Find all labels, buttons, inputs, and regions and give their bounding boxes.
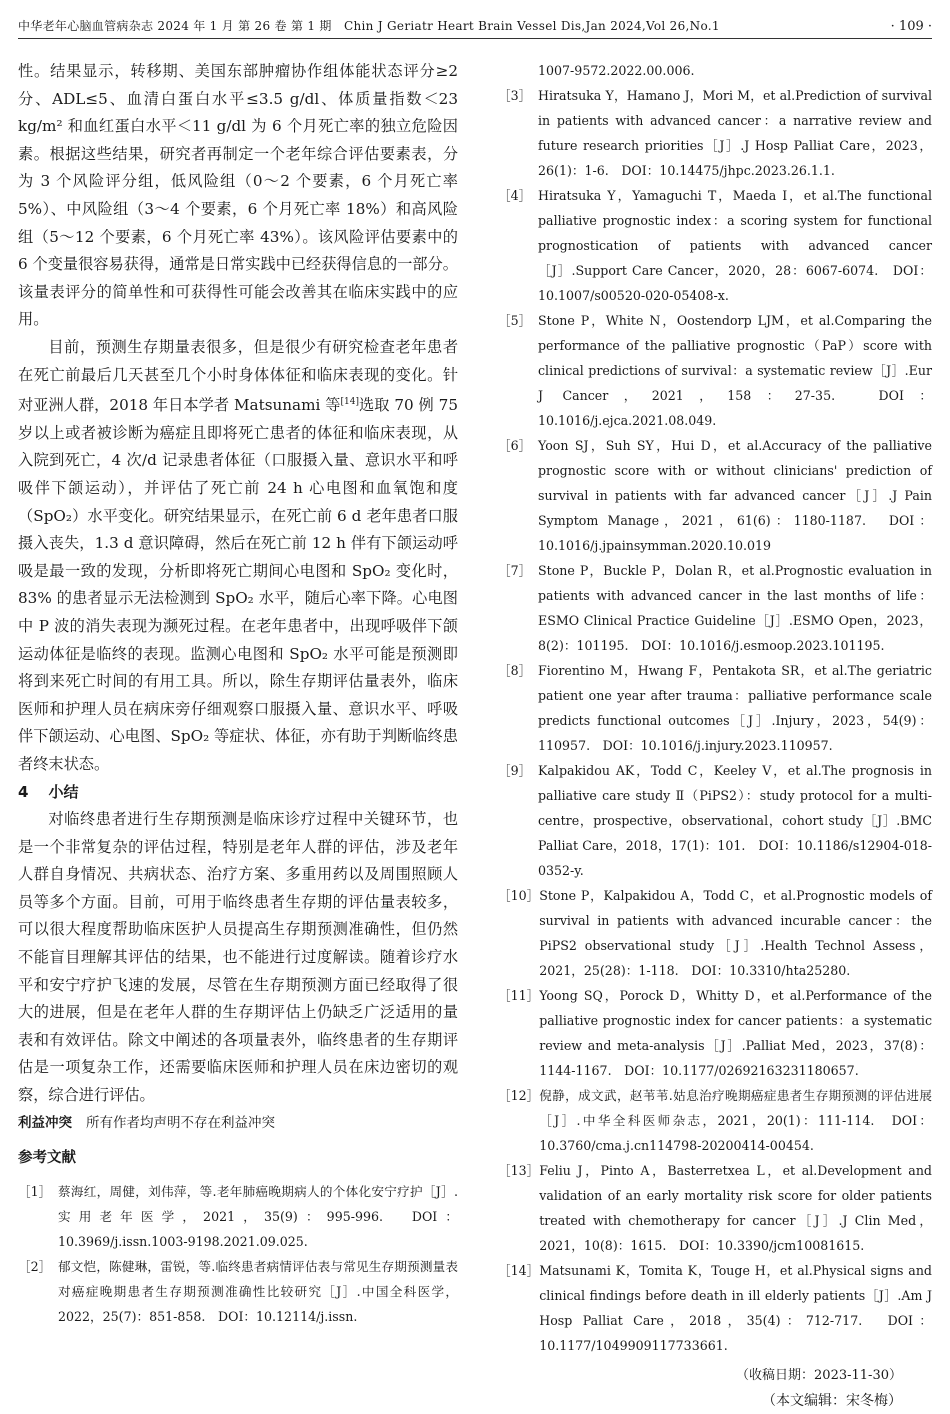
- reference-item: [498, 433, 932, 558]
- reference-item: [498, 1258, 932, 1358]
- citation-14[interactable]: [14]: [340, 397, 359, 408]
- section-4-heading: [18, 779, 458, 807]
- reference-text: Kalpakidou AK，Todd C，Keeley V，et al.The prognosis in palliative care study Ⅱ（PiPS2）：study protocol for a multi-centre，prospective，observational，cohort study［J］.BMC Palliat Care，2018，17(1)：101. DOI：10.1186/s12904-018-0352-y.: [538, 763, 932, 878]
- reference-number: ［13］: [498, 1163, 540, 1178]
- right-column: [498, 58, 932, 1414]
- reference-continuation: 1007-9572.2022.00.006.: [538, 63, 695, 78]
- reference-item: [498, 983, 932, 1083]
- reference-text: Matsunami K，Tomita K，Touge H，et al.Physical signs and clinical findings before death in ill elderly patients［J］.Am J Hosp Palliat Care，2018，35(4)：712-717. DOI：10.1177/1049909117733661.: [539, 1263, 932, 1353]
- reference-item: [498, 183, 932, 308]
- body-paragraph-1: 性。结果显示，转移期、美国东部肿瘤协作组体能状态评分≥2 分、ADL≤5、血清白蛋白水平≤3.5 g/dl、体质量指数＜23 kg/m² 和血红蛋白水平＜11 g/dl 为 6 个月死亡率的独立危险因素。根据这些结果，研究者再制定一个老年综合评估要素表，分为 3 个风险评分组，低风险组（0～2 个要素，6 个月死亡率 5%）、中风险组（3～4 个要素，6 个月死亡率 18%）和高风险组（5～12 个要素，6 个月死亡率 43%）。该风险评估要素中的 6 个变量很容易获得，通常是日常实践中已经获得信息的一部分。该量表评分的简单性和可获得性可能会改善其在临床实践中的应用。: [18, 62, 458, 329]
- reference-item: [498, 883, 932, 983]
- reference-number: ［3］: [498, 88, 532, 103]
- reference-text: 郁文恺，陈健琳，雷锐，等.临终患者病情评估表与常见生存期预测量表对癌症晚期患者生存期预测准确性比较研究［J］.中国全科医学，2022，25(7)：851-858. DOI：10.12114/j.issn.: [58, 1258, 458, 1324]
- references-heading: 参考文献: [18, 1149, 76, 1166]
- paragraph-2-part-a: 目前，预测生存期量表很多，但是很少有研究检查老年患者在死亡前最后几天甚至几个小时身体体征和临床表现的变化。针对亚洲人群，2018 年日本学者 Matsunami 等: [18, 337, 458, 415]
- reference-text: 蔡海红，周健，刘伟萍，等.老年肺癌晚期病人的个体化安宁疗护［J］.实用老年医学，2021，35(9)：995-996. DOI：10.3969/j.issn.1003-9198.2021.09.025.: [58, 1183, 458, 1249]
- reference-number: ［14］: [498, 1263, 540, 1278]
- left-column: [18, 58, 458, 1329]
- reference-number: ［4］: [498, 188, 532, 203]
- reference-text: Hiratsuka Y，Hamano J，Mori M，et al.Prediction of survival in patients with advanced cancer：a narrative review and future research priorities［J］.J Hosp Palliat Care，2023，26(1)：1-6. DOI：10.14475/jhpc.2023.26.1.1.: [538, 88, 932, 178]
- body-paragraph-3: 对临终患者进行生存期预测是临床诊疗过程中关键环节，也是一个非常复杂的评估过程，特别是老年人群的评估，涉及老年人群自身情况、共病状态、治疗方案、多重用药以及周围照顾人员等多个方面。目前，可用于临终患者生存期的评估量表较多，可以很大程度帮助临床医护人员提高生存期预测准确性，但仍然不能盲目理解其评估的结果，也不能进行过度解读。随着诊疗水平和安宁疗护飞速的发展，尽管在生存期预测方面已经取得了很大的进展，但是在老年人群的生存期评估上仍缺乏广泛适用的量表和有效评估。除文中阐述的各项量表外，临终患者的生存期评估是一项复杂工作，还需要临床医师和护理人员在床边密切的观察，综合进行评估。: [18, 810, 458, 1105]
- reference-number: ［11］: [498, 988, 540, 1003]
- conflict-of-interest: [18, 1110, 458, 1136]
- reference-item: [498, 758, 932, 883]
- reference-item: [498, 83, 932, 183]
- reference-item: [498, 558, 932, 658]
- reference-text: Fiorentino M，Hwang F，Pentakota SR，et al.The geriatric patient one year after trauma：palliative performance scale predicts functional outcomes［J］.Injury，2023，54(9)：110957. DOI：10.1016/j.injury.2023.110957.: [538, 663, 932, 753]
- reference-number: ［5］: [498, 313, 532, 328]
- reference-text: Stone P，White N，Oostendorp LJM，et al.Comparing the performance of the palliative prognostic（PaP）score with clinical predictions of survival：a systematic review［J］.Eur J Cancer，2021，158：27-35. DOI：10.1016/j.ejca.2021.08.049.: [538, 313, 932, 428]
- reference-number: ［2］: [18, 1258, 52, 1274]
- conflict-label: 利益冲突: [18, 1114, 72, 1131]
- reference-number: ［7］: [498, 563, 532, 578]
- body-paragraph-2: [18, 334, 458, 779]
- reference-item: [18, 1254, 458, 1329]
- reference-number: ［8］: [498, 663, 532, 678]
- section-number: 4: [18, 782, 29, 801]
- journal-citation-line: 中华老年心脑血管病杂志 2024 年 1 月 第 26 卷 第 1 期 Chin J Geriatr Heart Brain Vessel Dis,Jan 2024,Vol 26,No.1: [18, 19, 720, 33]
- editor-note: （本文编辑：宋冬梅）: [762, 1393, 902, 1409]
- reference-text: Yoon SJ，Suh SY，Hui D，et al.Accuracy of the palliative prognostic score with or without clinicians' prediction of survival in patients with far advanced cancer［J］.J Pain Symptom Manage，2021，61(6)：1180-1187. DOI：10.1016/j.jpainsymman.2020.10.019: [538, 438, 932, 553]
- reference-text: Yoong SQ，Porock D，Whitty D，et al.Performance of the palliative prognostic index for cancer patients：a systematic review and meta-analysis［J］.Palliat Med，2023，37(8)：1144-1167. DOI：10.1177/02692163231180657.: [539, 988, 932, 1078]
- reference-text: Stone P，Buckle P，Dolan R，et al.Prognostic evaluation in patients with advanced cancer in the last months of life：ESMO Clinical Practice Guideline［J］.ESMO Open，2023，8(2)：101195. DOI：10.1016/j.esmoop.2023.101195.: [538, 563, 932, 653]
- page-number: · 109 ·: [890, 19, 932, 34]
- reference-number: ［1］: [18, 1183, 52, 1199]
- reference-number: ［9］: [498, 763, 532, 778]
- reference-item: [498, 658, 932, 758]
- section-title: 小结: [48, 782, 79, 801]
- reference-text: 倪静，成文武，赵苇苇.姑息治疗晚期癌症患者生存期预测的评估进展［J］.中华全科医师杂志，2021，20(1)：111-114. DOI：10.3760/cma.j.cn114798-20200414-00454.: [539, 1088, 932, 1153]
- reference-number: ［12］: [498, 1088, 540, 1103]
- running-header: [18, 12, 932, 39]
- reference-number: ［10］: [498, 888, 540, 903]
- reference-item: [498, 1083, 932, 1158]
- paragraph-2-part-b: 选取 70 例 75 岁以上或者被诊断为癌症且即将死亡患者的体征和临床表现，从入院到死亡，4 次/d 记录患者体征（口服摄入量、意识水平和呼吸伴下颌运动），并评估了死亡前 24 h 心电图和血氧饱和度（SpO₂）水平变化。研究结果显示，在死亡前 6 d 老年患者口服摄入丧失，1.3 d 意识障碍，然后在死亡前 12 h 伴有下颌运动呼吸是最一致的发现，分析即将死亡期间心电图和 SpO₂ 变化时，83% 的患者显示无法检测到 SpO₂ 水平，随后心率下降。心电图中 P 波的消失表现为濒死过程。在老年患者中，出现呼吸伴下颌运动体征是临终的表现。监测心电图和 SpO₂ 水平可能是预测即将到来死亡时间的有用工具。所以，除生存期评估量表外，临床医师和护理人员在病床旁仔细观察口服摄入量、意识水平、呼吸伴下颌运动、心电图、SpO₂ 等症状、体征，亦有助于判断临终患者终末状态。: [18, 396, 458, 773]
- reference-item: [18, 1179, 458, 1254]
- reference-number: ［6］: [498, 438, 532, 453]
- received-date: （收稿日期：2023-11-30）: [736, 1368, 902, 1383]
- reference-text: Hiratsuka Y，Yamaguchi T，Maeda I，et al.The functional palliative prognostic index：a scoring system for functional prognostication of patients with advanced cancer［J］.Support Care Cancer，2020，28：6067-6074. DOI：10.1007/s00520-020-05408-x.: [538, 188, 932, 303]
- conflict-text: 所有作者均声明不存在利益冲突: [86, 1114, 275, 1131]
- reference-text: Feliu J，Pinto A，Basterretxea L，et al.Development and validation of an early mortality risk score for older patients treated with chemotherapy for cancer［J］.J Clin Med，2021，10(8)：1615. DOI：10.3390/jcm10081615.: [539, 1163, 932, 1253]
- reference-item: [498, 1158, 932, 1258]
- reference-item: [498, 308, 932, 433]
- reference-text: Stone P，Kalpakidou A，Todd C，et al.Prognostic models of survival in patients with advanced incurable cancer：the PiPS2 observational study［J］.Health Technol Assess，2021，25(28)：1-118. DOI：10.3310/hta25280.: [539, 888, 932, 978]
